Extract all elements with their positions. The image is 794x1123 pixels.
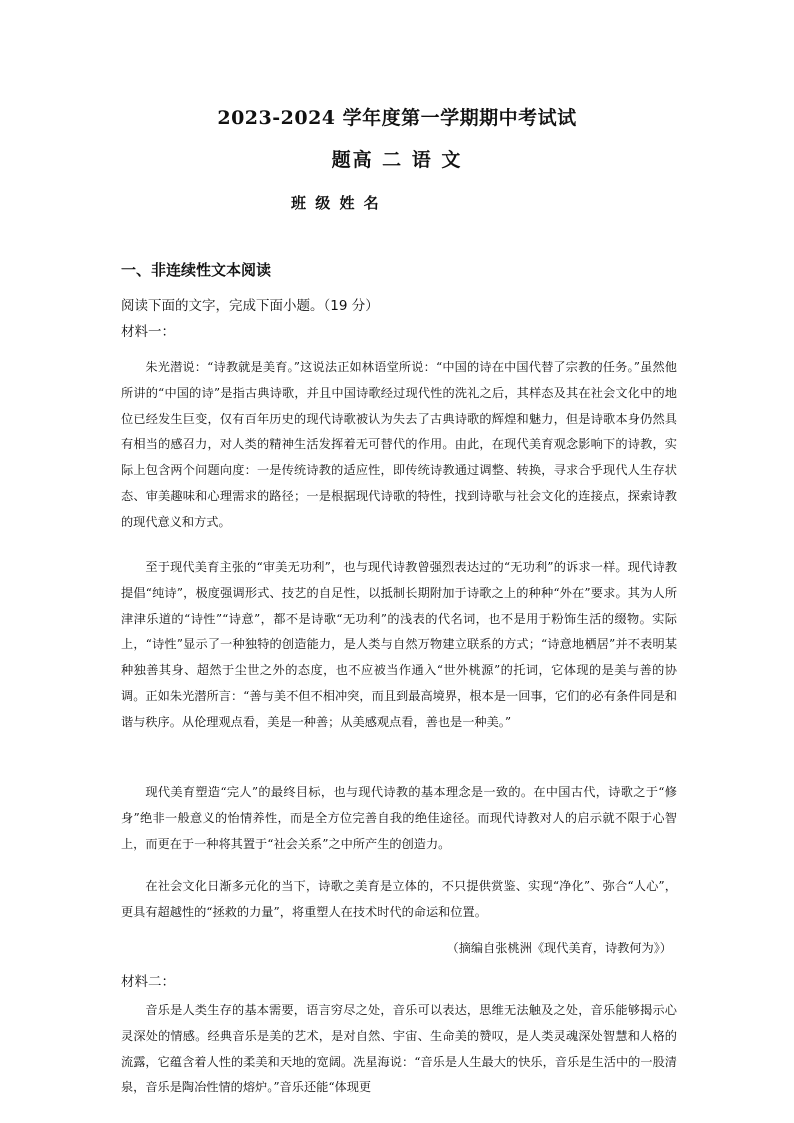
- material-1-paragraph: 现代美育塑造“完人”的最终目标，也与现代诗教的基本理念是一致的。在中国古代，诗歌之于“修身”绝非一般意义的怡情养性，而是全方位完善自我的绝佳途径。而现代诗教对人的启示就不限于心智上，而更在于一种将其置于“社会关系”之中所产生的创造力。: [121, 785, 677, 851]
- material-1-label: 材料一：: [121, 324, 175, 340]
- exam-title-line-2: 题高 二 语 文: [331, 149, 463, 171]
- reading-instruction: 阅读下面的文字，完成下面小题。（19 分）: [121, 298, 379, 314]
- class-name-line: 班 级 姓 名: [291, 194, 381, 212]
- material-1-paragraph: 至于现代美育主张的“审美无功利”，也与现代诗教曾强烈表达过的“无功利”的诉求一样。现代诗教提倡“纯诗”，极度强调形式、技艺的自足性，以抵制长期附加于诗歌之上的种种“外在”要求。其为人所津津乐道的“诗性”“诗意”，都不是诗歌“无功利”的浅表的代名词，也不是用于粉饰生活的缀物。实际上，“诗性”显示了一种独特的创造能力，是人类与自然万物建立联系的方式；“诗意地栖居”并不表明某种独善其身、超然于尘世之外的态度，也不应被当作通入“世外桃源”的托词，它体现的是美与善的协调。正如朱光潜所言：“善与美不但不相冲突，而且到最高境界，根本是一回事，它们的必有条件同是和谐与秩序。从伦理观点看，美是一种善；从美感观点看，善也是一种美。”: [121, 560, 677, 729]
- section-heading: 一、非连续性文本阅读: [121, 261, 272, 279]
- material-2-label: 材料二：: [121, 974, 175, 990]
- material-2-paragraph: 音乐是人类生存的基本需要，语言穷尽之处，音乐可以表达，思维无法触及之处，音乐能够揭示心灵深处的情感。经典音乐是美的艺术，是对自然、宇宙、生命美的赞叹，是人类灵魂深处智慧和人格的流露，它蕴含着人性的柔美和天地的宽阔。冼星海说：“音乐是人生最大的快乐，音乐是生活中的一股清泉，音乐是陶冶性情的熔炉。”音乐还能“体现更: [121, 1003, 677, 1095]
- material-1-paragraph: 朱光潜说：“诗教就是美育。”这说法正如林语堂所说：“中国的诗在中国代替了宗教的任务。”虽然他所讲的“中国的诗”是指古典诗歌，并且中国诗歌经过现代性的洗礼之后，其样态及其在社会文化中的地位已经发生巨变，仅有百年历史的现代诗歌被认为失去了古典诗歌的辉煌和魅力，但是诗歌本身仍然具有相当的感召力，对人类的精神生活发挥着无可替代的作用。由此，在现代美育观念影响下的诗教，实际上包含两个问题向度：一是传统诗教的适应性，即传统诗教通过调整、转换，寻求合乎现代人生存状态、审美趣味和心理需求的路径；一是根据现代诗歌的特性，找到诗歌与社会文化的连接点，探索诗教的现代意义和方式。: [121, 360, 677, 529]
- material-1-citation: （摘编自张桃洲《现代美育，诗教何为》）: [446, 941, 672, 955]
- material-1-paragraph: 在社会文化日渐多元化的当下，诗歌之美育是立体的，不只提供赏鉴、实现“净化”、弥合“人心”，更具有超越性的“拯救的力量”，将重塑人在技术时代的命运和位置。: [121, 879, 677, 919]
- exam-title-line-1: 2023-2024 学年度第一学期期中考试试: [217, 107, 577, 129]
